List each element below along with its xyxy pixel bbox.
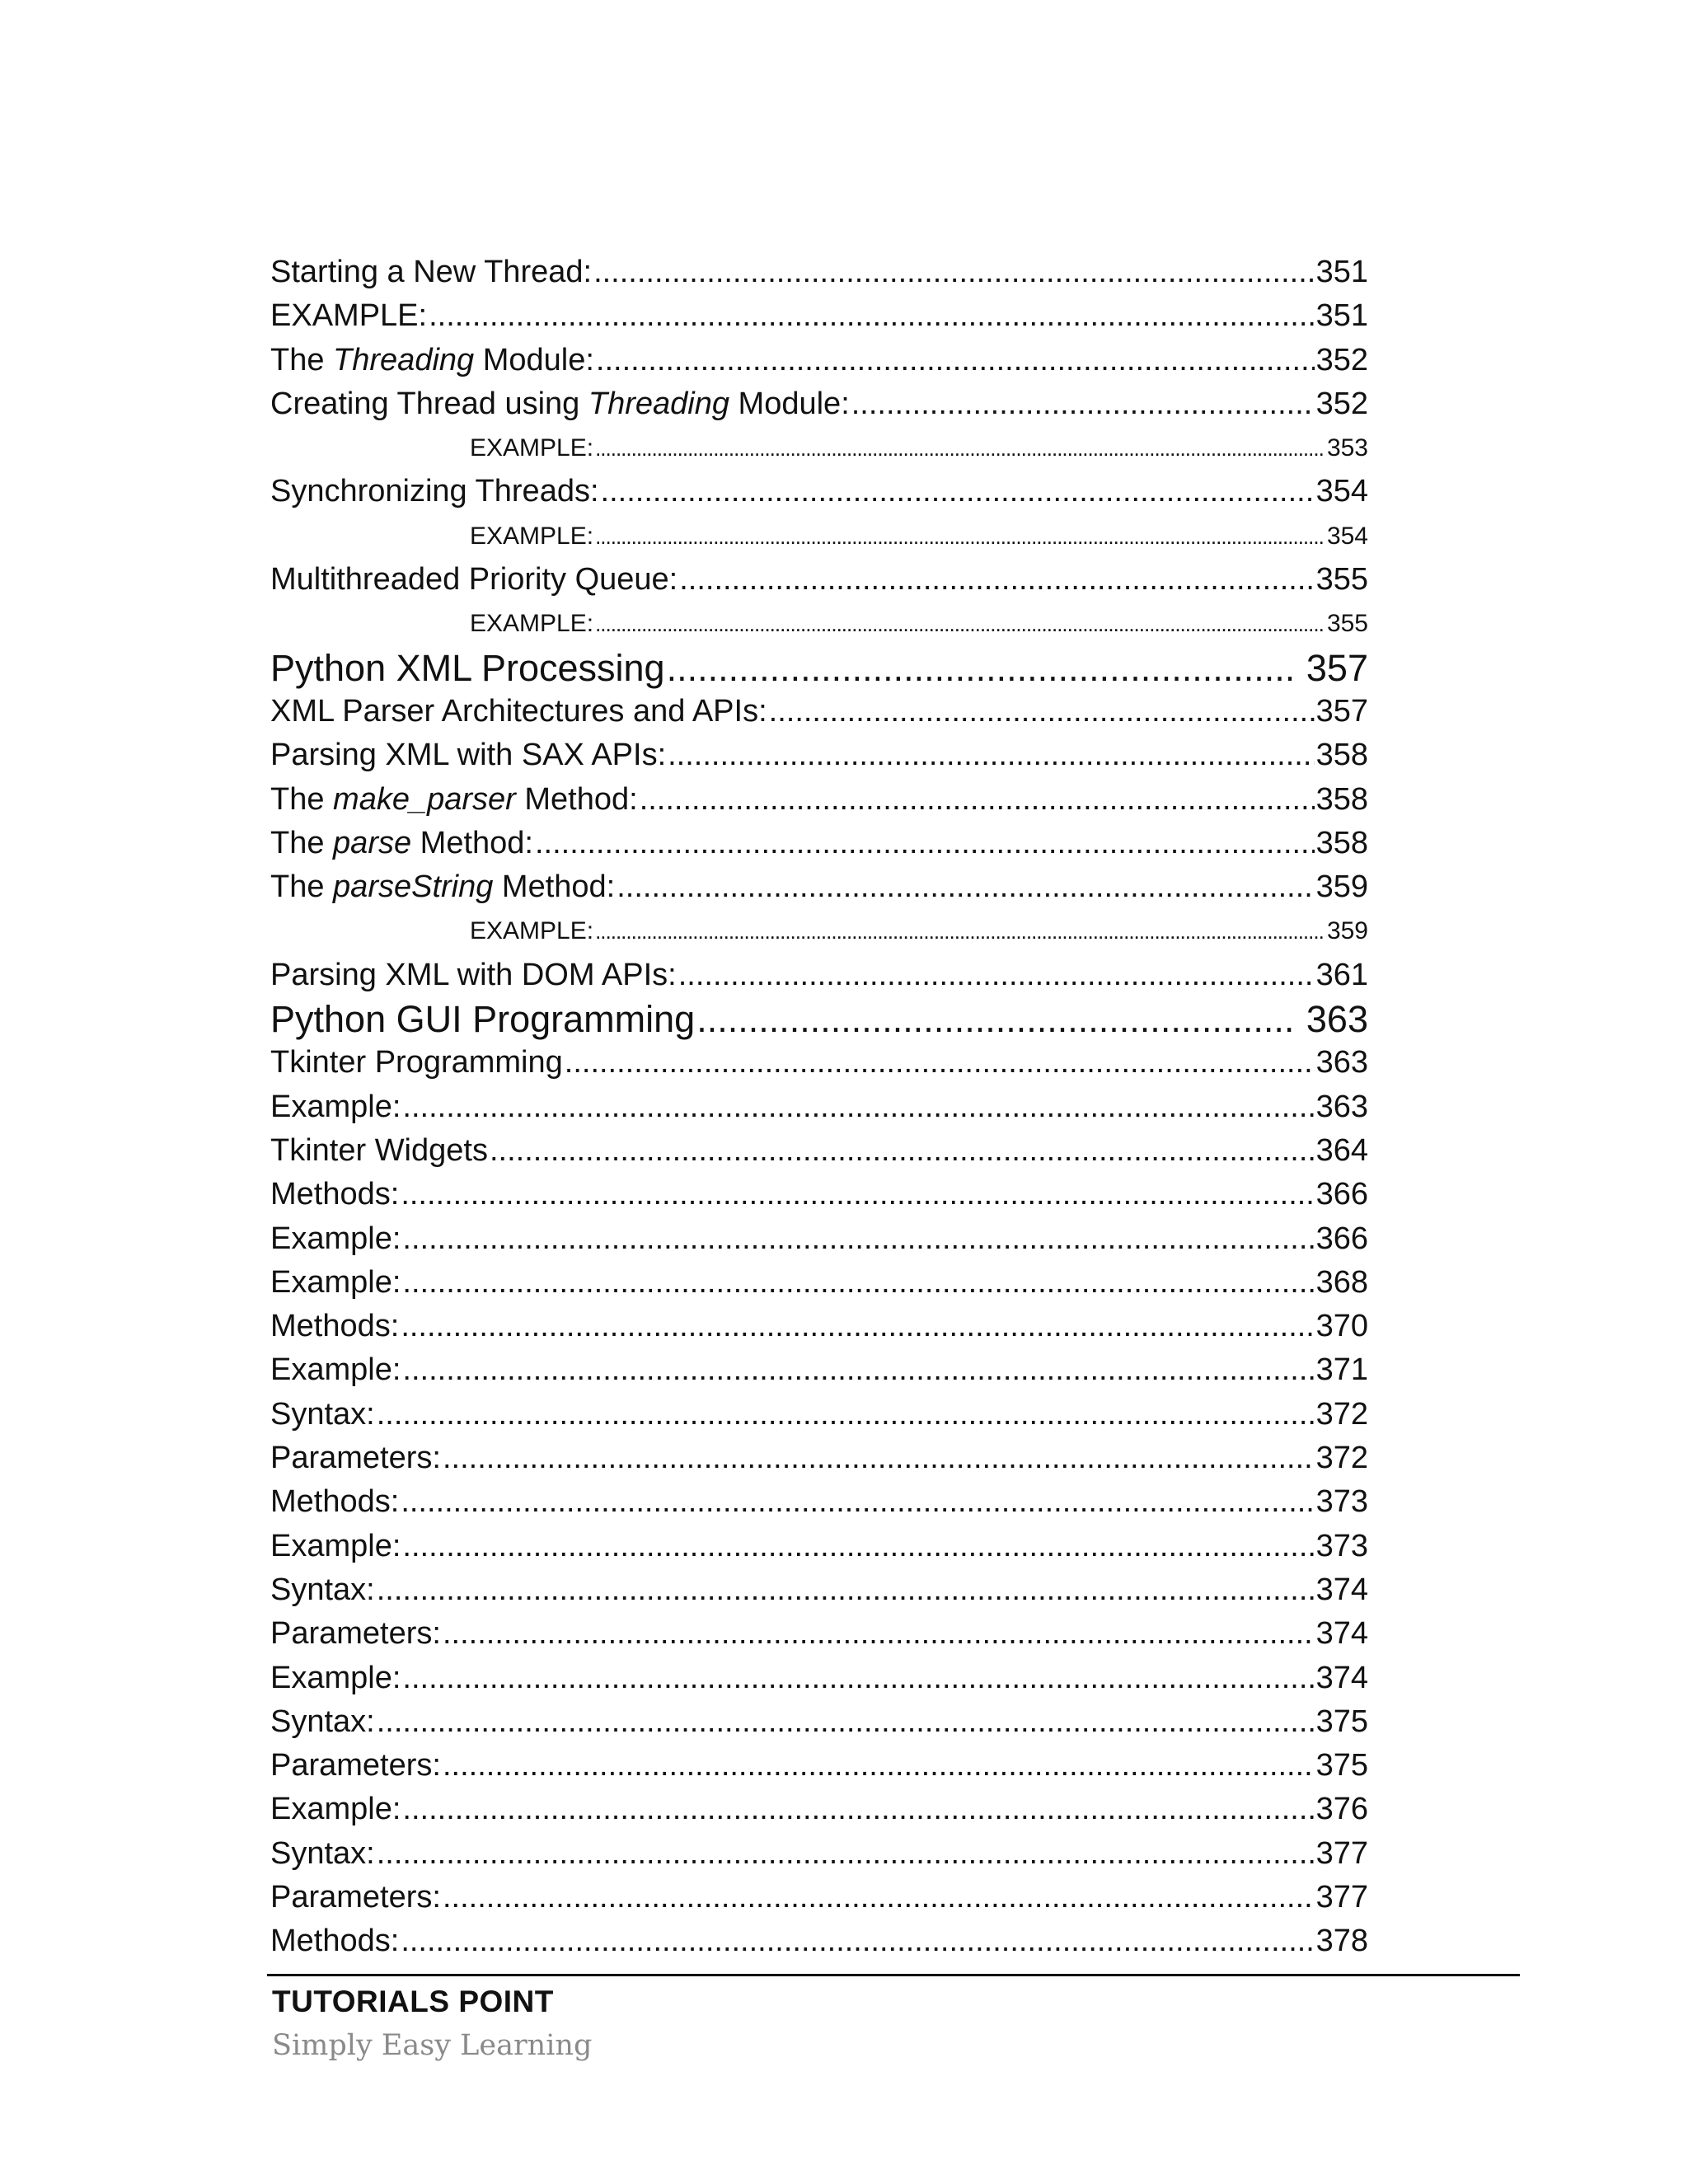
toc-leader-dots bbox=[429, 294, 1315, 338]
toc-page-number: 373 bbox=[1315, 1484, 1368, 1520]
toc-leader-dots bbox=[377, 1700, 1315, 1744]
toc-entry-title-part: The bbox=[270, 342, 334, 377]
toc-entry-title bbox=[270, 997, 695, 1041]
toc-entry-title-part: Python GUI Programming bbox=[270, 998, 696, 1041]
toc-entry[interactable] bbox=[270, 382, 1368, 426]
toc-leader-dots bbox=[595, 514, 1325, 559]
toc-entry-title bbox=[270, 1919, 399, 1963]
toc-entry[interactable] bbox=[270, 1657, 1368, 1700]
toc-leader-dots bbox=[565, 1041, 1315, 1085]
toc-entry-title bbox=[270, 646, 665, 690]
toc-leader-dots bbox=[595, 426, 1325, 471]
toc-page-number: 372 bbox=[1315, 1396, 1368, 1432]
toc-entry-title bbox=[270, 1700, 375, 1744]
toc-page-number: 359 bbox=[1326, 917, 1368, 945]
toc-leader-dots bbox=[443, 1744, 1315, 1788]
toc-entry[interactable] bbox=[270, 822, 1368, 865]
toc-entry-title-part: Multithreaded Priority Queue: bbox=[270, 562, 678, 598]
toc-leader-dots bbox=[617, 865, 1314, 909]
toc-entry-title-part: Module: bbox=[474, 342, 594, 377]
toc-page-number: 363 bbox=[1315, 1089, 1368, 1124]
toc-leader-dots bbox=[696, 997, 1293, 1041]
toc-entry-title bbox=[470, 909, 593, 953]
toc-leader-dots bbox=[443, 1436, 1315, 1480]
toc-page-number: 377 bbox=[1315, 1835, 1368, 1871]
toc-page-number: 352 bbox=[1315, 386, 1368, 421]
toc-entry-title bbox=[470, 426, 593, 470]
toc-entry[interactable] bbox=[270, 909, 1368, 953]
toc-leader-dots bbox=[668, 733, 1314, 777]
toc-page-number: 375 bbox=[1315, 1748, 1368, 1783]
toc-entry-title-part: Methods: bbox=[270, 1177, 400, 1212]
toc-entry-title bbox=[270, 1217, 401, 1261]
toc-entry[interactable] bbox=[270, 1612, 1368, 1656]
toc-entry-title bbox=[270, 865, 615, 909]
toc-leader-dots bbox=[593, 251, 1315, 294]
toc-entry[interactable] bbox=[270, 1919, 1368, 1963]
toc-entry-title bbox=[270, 251, 592, 294]
toc-entry[interactable] bbox=[270, 1876, 1368, 1919]
toc-entry-title bbox=[270, 954, 677, 997]
toc-leader-dots bbox=[377, 1568, 1315, 1612]
toc-entry[interactable] bbox=[270, 1305, 1368, 1348]
toc-page-number: 368 bbox=[1315, 1264, 1368, 1300]
toc-leader-dots bbox=[402, 1657, 1314, 1700]
table-of-contents bbox=[270, 251, 1368, 1964]
toc-page-number: 364 bbox=[1315, 1132, 1368, 1168]
toc-entry[interactable] bbox=[270, 1085, 1368, 1129]
toc-entry[interactable] bbox=[270, 602, 1368, 645]
toc-entry-title bbox=[270, 1568, 375, 1612]
toc-entry-title bbox=[270, 1480, 399, 1524]
toc-entry-title-part: parseString bbox=[333, 869, 494, 905]
toc-leader-dots bbox=[769, 690, 1315, 733]
toc-entry-title-part: EXAMPLE: bbox=[470, 610, 594, 638]
toc-leader-dots bbox=[402, 1525, 1314, 1568]
toc-entry-title-part: Parameters: bbox=[270, 1616, 441, 1652]
toc-leader-dots bbox=[401, 1173, 1314, 1216]
toc-entry-title bbox=[470, 514, 593, 558]
toc-entry-title-part: Method: bbox=[493, 869, 616, 905]
toc-page-number: 358 bbox=[1315, 738, 1368, 773]
toc-entry[interactable] bbox=[270, 1041, 1368, 1085]
toc-entry-title-part: Parsing XML with DOM APIs: bbox=[270, 957, 677, 992]
toc-leader-dots bbox=[490, 1129, 1315, 1173]
toc-entry[interactable] bbox=[270, 778, 1368, 822]
toc-entry-title bbox=[270, 470, 599, 513]
toc-entry-title-part: Synchronizing Threads: bbox=[270, 474, 599, 509]
toc-page-number: 353 bbox=[1326, 434, 1368, 462]
toc-entry[interactable] bbox=[270, 426, 1368, 470]
toc-entry[interactable] bbox=[270, 1129, 1368, 1173]
toc-entry[interactable] bbox=[270, 1832, 1368, 1876]
toc-entry-title-part: Example: bbox=[270, 1221, 401, 1256]
toc-entry[interactable] bbox=[270, 954, 1368, 997]
toc-entry-title-part: XML Parser Architectures and APIs: bbox=[270, 693, 767, 729]
toc-entry[interactable] bbox=[270, 733, 1368, 777]
toc-page-number: 361 bbox=[1315, 957, 1368, 992]
toc-page-number: 374 bbox=[1315, 1660, 1368, 1695]
toc-entry-title-part: Methods: bbox=[270, 1484, 400, 1520]
toc-entry-title-part: EXAMPLE: bbox=[470, 434, 594, 462]
toc-chapter-entry[interactable] bbox=[270, 646, 1368, 690]
toc-page-number: 351 bbox=[1315, 255, 1368, 289]
toc-page-number: 355 bbox=[1326, 610, 1368, 638]
toc-page-number: 354 bbox=[1315, 474, 1368, 509]
toc-entry-title bbox=[270, 1744, 441, 1788]
toc-page-number: 370 bbox=[1315, 1309, 1368, 1344]
toc-leader-dots bbox=[535, 822, 1315, 865]
toc-page-number: 363 bbox=[1306, 998, 1368, 1041]
toc-entry-title-part: Parameters: bbox=[270, 1441, 441, 1476]
toc-entry-title-part: Parameters: bbox=[270, 1748, 441, 1783]
toc-leader-dots bbox=[402, 1348, 1314, 1392]
toc-entry-title-part: Method: bbox=[515, 781, 638, 817]
toc-page-number: 357 bbox=[1306, 646, 1368, 689]
toc-entry-title-part: Parameters: bbox=[270, 1879, 441, 1915]
toc-leader-dots bbox=[401, 1919, 1314, 1963]
toc-entry-title-part: EXAMPLE: bbox=[470, 917, 594, 945]
toc-entry-title-part: Example: bbox=[270, 1660, 401, 1695]
toc-page-number: 366 bbox=[1315, 1221, 1368, 1256]
toc-entry-title-part: Example: bbox=[270, 1792, 401, 1827]
toc-page-number: 378 bbox=[1315, 1924, 1368, 1959]
toc-entry-title bbox=[270, 690, 767, 733]
toc-entry[interactable] bbox=[270, 1480, 1368, 1524]
toc-leader-dots bbox=[377, 1393, 1315, 1436]
toc-chapter-entry[interactable] bbox=[270, 997, 1368, 1041]
toc-entry-title bbox=[270, 558, 678, 602]
toc-entry-title bbox=[270, 1436, 441, 1480]
toc-leader-dots bbox=[595, 602, 1325, 646]
toc-entry[interactable] bbox=[270, 1568, 1368, 1612]
toc-entry-title bbox=[270, 1173, 399, 1216]
toc-entry-title bbox=[270, 1876, 441, 1919]
toc-entry[interactable] bbox=[270, 514, 1368, 558]
toc-page-number: 359 bbox=[1315, 869, 1368, 905]
toc-leader-dots bbox=[679, 558, 1314, 602]
toc-entry-title-part: Creating Thread using bbox=[270, 386, 588, 421]
toc-entry-title-part: Tkinter Programming bbox=[270, 1045, 563, 1080]
toc-page-number: 374 bbox=[1315, 1616, 1368, 1652]
toc-leader-dots bbox=[443, 1612, 1315, 1656]
toc-entry[interactable] bbox=[270, 1173, 1368, 1216]
toc-leader-dots bbox=[678, 954, 1315, 997]
toc-entry[interactable] bbox=[270, 1700, 1368, 1744]
toc-leader-dots bbox=[640, 778, 1315, 822]
toc-entry-title bbox=[270, 1348, 401, 1392]
toc-entry[interactable] bbox=[270, 1261, 1368, 1305]
toc-entry-title bbox=[270, 1657, 401, 1700]
toc-entry-title-part: Method: bbox=[411, 825, 533, 860]
toc-page-number: 352 bbox=[1315, 342, 1368, 377]
toc-page-number: 355 bbox=[1315, 562, 1368, 598]
toc-entry[interactable] bbox=[270, 1525, 1368, 1568]
toc-page-number: 373 bbox=[1315, 1528, 1368, 1563]
toc-page-number: 357 bbox=[1315, 693, 1368, 729]
toc-page-number: 375 bbox=[1315, 1704, 1368, 1739]
toc-entry-title bbox=[270, 1305, 399, 1348]
toc-page-number: 366 bbox=[1315, 1177, 1368, 1212]
toc-entry-title bbox=[270, 1788, 401, 1831]
toc-leader-dots bbox=[402, 1261, 1314, 1305]
toc-entry-title bbox=[270, 1129, 488, 1173]
toc-entry-title-part: make_parser bbox=[333, 781, 516, 817]
toc-entry-title bbox=[270, 1393, 375, 1436]
toc-leader-dots bbox=[402, 1085, 1314, 1129]
toc-entry-title-part: Syntax: bbox=[270, 1396, 375, 1432]
toc-entry-title-part: Tkinter Widgets bbox=[270, 1132, 488, 1168]
footer-brand: TUTORIALS POINT bbox=[272, 1985, 554, 2018]
toc-entry-title-part: Syntax: bbox=[270, 1835, 375, 1871]
toc-leader-dots bbox=[596, 339, 1315, 382]
toc-entry-title-part: EXAMPLE: bbox=[270, 298, 428, 334]
toc-leader-dots bbox=[402, 1217, 1314, 1261]
toc-entry-title bbox=[270, 382, 850, 426]
toc-entry-title bbox=[270, 1041, 563, 1085]
toc-entry-title-part: Starting a New Thread: bbox=[270, 255, 593, 289]
toc-page-number: 377 bbox=[1315, 1879, 1368, 1915]
toc-entry-title bbox=[270, 294, 427, 338]
toc-page-number: 351 bbox=[1315, 298, 1368, 334]
toc-entry-title-part: Example: bbox=[270, 1089, 401, 1124]
toc-entry-title-part: parse bbox=[333, 825, 412, 860]
toc-leader-dots bbox=[402, 1788, 1314, 1831]
toc-entry[interactable] bbox=[270, 1348, 1368, 1392]
toc-entry-title bbox=[270, 339, 594, 382]
toc-entry-title-part: Syntax: bbox=[270, 1704, 375, 1739]
toc-entry[interactable] bbox=[270, 294, 1368, 338]
toc-entry-title bbox=[270, 1525, 401, 1568]
toc-entry-title bbox=[270, 733, 666, 777]
toc-leader-dots bbox=[595, 909, 1325, 954]
toc-leader-dots bbox=[667, 646, 1293, 690]
toc-entry[interactable] bbox=[270, 1744, 1368, 1788]
toc-entry-title-part: The bbox=[270, 781, 334, 817]
toc-entry-title bbox=[270, 1085, 401, 1129]
toc-entry-title-part: The bbox=[270, 825, 334, 860]
toc-entry-title-part: EXAMPLE: bbox=[470, 522, 594, 550]
toc-leader-dots bbox=[401, 1480, 1314, 1524]
toc-entry-title-part: Threading bbox=[333, 342, 475, 377]
toc-entry[interactable] bbox=[270, 558, 1368, 602]
toc-page-number: 371 bbox=[1315, 1352, 1368, 1388]
toc-leader-dots bbox=[601, 470, 1315, 513]
toc-entry[interactable] bbox=[270, 1436, 1368, 1480]
toc-page-number: 358 bbox=[1315, 825, 1368, 860]
toc-entry-title bbox=[270, 822, 533, 865]
toc-leader-dots bbox=[401, 1305, 1314, 1348]
toc-entry-title-part: Module: bbox=[729, 386, 850, 421]
toc-page-number: 374 bbox=[1315, 1572, 1368, 1607]
toc-page-number: 358 bbox=[1315, 781, 1368, 817]
footer-divider bbox=[267, 1974, 1520, 1976]
toc-entry[interactable] bbox=[270, 470, 1368, 513]
toc-entry[interactable] bbox=[270, 1788, 1368, 1831]
footer-tagline: Simply Easy Learning bbox=[272, 2029, 593, 2062]
toc-entry-title-part: The bbox=[270, 869, 334, 905]
toc-entry[interactable] bbox=[270, 1393, 1368, 1436]
toc-entry-title-part: Parsing XML with SAX APIs: bbox=[270, 738, 667, 773]
toc-page-number: 363 bbox=[1315, 1045, 1368, 1080]
toc-leader-dots bbox=[443, 1876, 1315, 1919]
toc-entry[interactable] bbox=[270, 251, 1368, 294]
toc-entry-title bbox=[270, 778, 638, 822]
toc-entry-title-part: Example: bbox=[270, 1352, 401, 1388]
toc-page-number: 372 bbox=[1315, 1441, 1368, 1476]
toc-page-number: 354 bbox=[1326, 522, 1368, 550]
toc-entry-title-part: Methods: bbox=[270, 1924, 400, 1959]
toc-entry[interactable] bbox=[270, 690, 1368, 733]
toc-entry-title-part: Syntax: bbox=[270, 1572, 375, 1607]
toc-entry[interactable] bbox=[270, 1217, 1368, 1261]
toc-entry-title-part: Example: bbox=[270, 1528, 401, 1563]
toc-entry-title bbox=[270, 1832, 375, 1876]
toc-entry-title-part: Threading bbox=[588, 386, 729, 421]
toc-entry[interactable] bbox=[270, 865, 1368, 909]
toc-leader-dots bbox=[377, 1832, 1315, 1876]
toc-entry-title-part: Methods: bbox=[270, 1309, 400, 1344]
toc-entry-title-part: Example: bbox=[270, 1264, 401, 1300]
toc-entry-title bbox=[270, 1261, 401, 1305]
toc-leader-dots bbox=[851, 382, 1315, 426]
toc-entry[interactable] bbox=[270, 339, 1368, 382]
toc-entry-title-part: Python XML Processing bbox=[270, 646, 665, 689]
toc-entry-title bbox=[270, 1612, 441, 1656]
toc-entry-title bbox=[470, 602, 593, 645]
toc-page-number: 376 bbox=[1315, 1792, 1368, 1827]
